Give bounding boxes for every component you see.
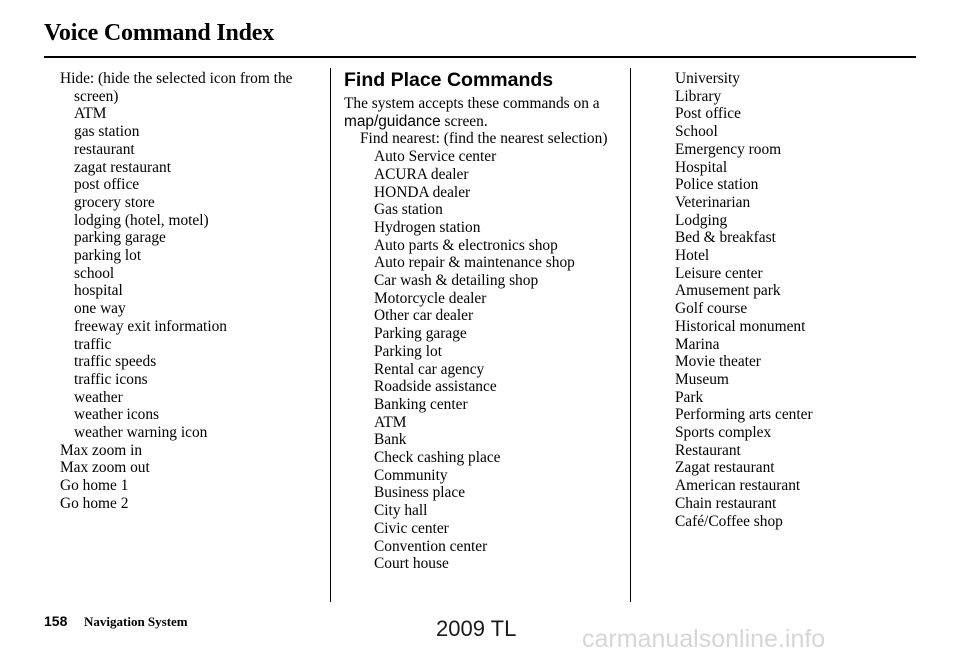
list-item: parking garage [74, 229, 166, 247]
list-item: Performing arts center [675, 406, 813, 424]
list-item: one way [74, 300, 126, 318]
list-item: zagat restaurant [74, 158, 171, 176]
list-item: Veterinarian [675, 193, 751, 211]
column-find-place [344, 70, 624, 573]
column-divider [630, 68, 631, 602]
list-item: HONDA dealer [374, 183, 471, 201]
intro-term: map/guidance [344, 112, 441, 130]
list-item: Go home 1 [60, 477, 129, 495]
list-item: traffic [74, 335, 112, 353]
column-hide-commands [60, 70, 325, 513]
list-item: Roadside assistance [374, 378, 497, 396]
column-find-place-continued [675, 70, 925, 530]
list-item: Bed & breakfast [675, 229, 776, 247]
model-label: 2009 TL [436, 616, 517, 641]
list-item: Café/Coffee shop [675, 512, 783, 530]
list-item: Bank [374, 431, 407, 449]
list-item: lodging (hotel, motel) [74, 211, 209, 229]
list-item: Library [675, 87, 722, 105]
list-item: Court house [374, 555, 449, 573]
list-item: ATM [374, 413, 407, 431]
list-item: Community [374, 466, 448, 484]
list-item: Gas station [374, 201, 443, 219]
list-item: Amusement park [675, 282, 781, 300]
list-item: Hospital [675, 158, 728, 176]
list-item: Convention center [374, 537, 488, 555]
list-item: Motorcycle dealer [374, 289, 487, 307]
list-item: Hydrogen station [374, 218, 481, 236]
list-item: Zagat restaurant [675, 459, 775, 477]
list-item: Check cashing place [374, 449, 501, 467]
list-item: University [675, 70, 740, 87]
list-item: Business place [374, 484, 466, 502]
list-item: Marina [675, 335, 720, 353]
page-title: Voice Command Index [44, 20, 275, 46]
list-item: weather warning icon [74, 424, 208, 442]
list-item: Other car dealer [374, 307, 474, 325]
list-item: Golf course [675, 300, 748, 318]
list-item: Chain restaurant [675, 494, 777, 512]
list-item: ACURA dealer [374, 165, 469, 183]
list-item: post office [74, 176, 140, 194]
list-item: freeway exit information [74, 317, 227, 335]
find-items-list [344, 148, 624, 573]
intro-after: screen. [440, 112, 488, 130]
list-item: Movie theater [675, 353, 761, 371]
list-item: traffic speeds [74, 353, 157, 371]
hide-items-list [60, 105, 325, 441]
list-item: weather [74, 388, 123, 406]
list-item: Auto repair & maintenance shop [374, 254, 575, 272]
list-item: Museum [675, 370, 729, 388]
column-divider [330, 68, 331, 602]
list-item: ATM [74, 105, 107, 123]
list-item: Go home 2 [60, 494, 129, 512]
list-item: restaurant [74, 140, 135, 158]
list-item: Restaurant [675, 441, 741, 459]
list-item: Car wash & detailing shop [374, 272, 539, 290]
list-item: Police station [675, 176, 759, 194]
list-item: Rental car agency [374, 360, 485, 378]
intro-before: The system accepts these commands on a [344, 95, 600, 112]
page-number: 158 [44, 613, 68, 629]
list-item: hospital [74, 282, 123, 300]
find-nearest-intro: Find nearest: (find the nearest selection) [360, 130, 608, 148]
section-heading: Find Place Commands [344, 69, 554, 91]
intro-paragraph [344, 95, 624, 130]
list-item: school [74, 264, 115, 282]
list-item: Sports complex [675, 424, 772, 442]
list-item: Banking center [374, 395, 468, 413]
list-item: Hotel [675, 247, 710, 265]
list-item: Parking lot [374, 342, 442, 360]
list-item: Lodging [675, 211, 728, 229]
list-item: grocery store [74, 193, 155, 211]
list-item: Park [675, 388, 704, 406]
list-item: City hall [374, 502, 428, 520]
other-commands-list [60, 442, 325, 513]
list-item: Leisure center [675, 264, 763, 282]
list-item: Civic center [374, 519, 449, 537]
list-item: Max zoom in [60, 441, 143, 459]
list-item: traffic icons [74, 370, 148, 388]
list-item: gas station [74, 123, 140, 141]
footer-label: Navigation System [84, 614, 188, 629]
find-items-list-continued [675, 70, 925, 530]
list-item: Post office [675, 105, 741, 123]
hide-command-intro: Hide: (hide the selected icon from the screen) [60, 70, 293, 105]
list-item: American restaurant [675, 477, 801, 495]
list-item: Max zoom out [60, 459, 150, 477]
watermark: carmanualsonline.info [582, 625, 826, 653]
list-item: weather icons [74, 406, 160, 424]
list-item: Historical monument [675, 317, 806, 335]
list-item: School [675, 123, 718, 141]
list-item: Auto parts & electronics shop [374, 236, 558, 254]
list-item: Parking garage [374, 325, 467, 343]
list-item: Emergency room [675, 140, 782, 158]
title-rule [44, 56, 916, 58]
list-item: parking lot [74, 247, 142, 265]
list-item: Auto Service center [374, 148, 497, 166]
